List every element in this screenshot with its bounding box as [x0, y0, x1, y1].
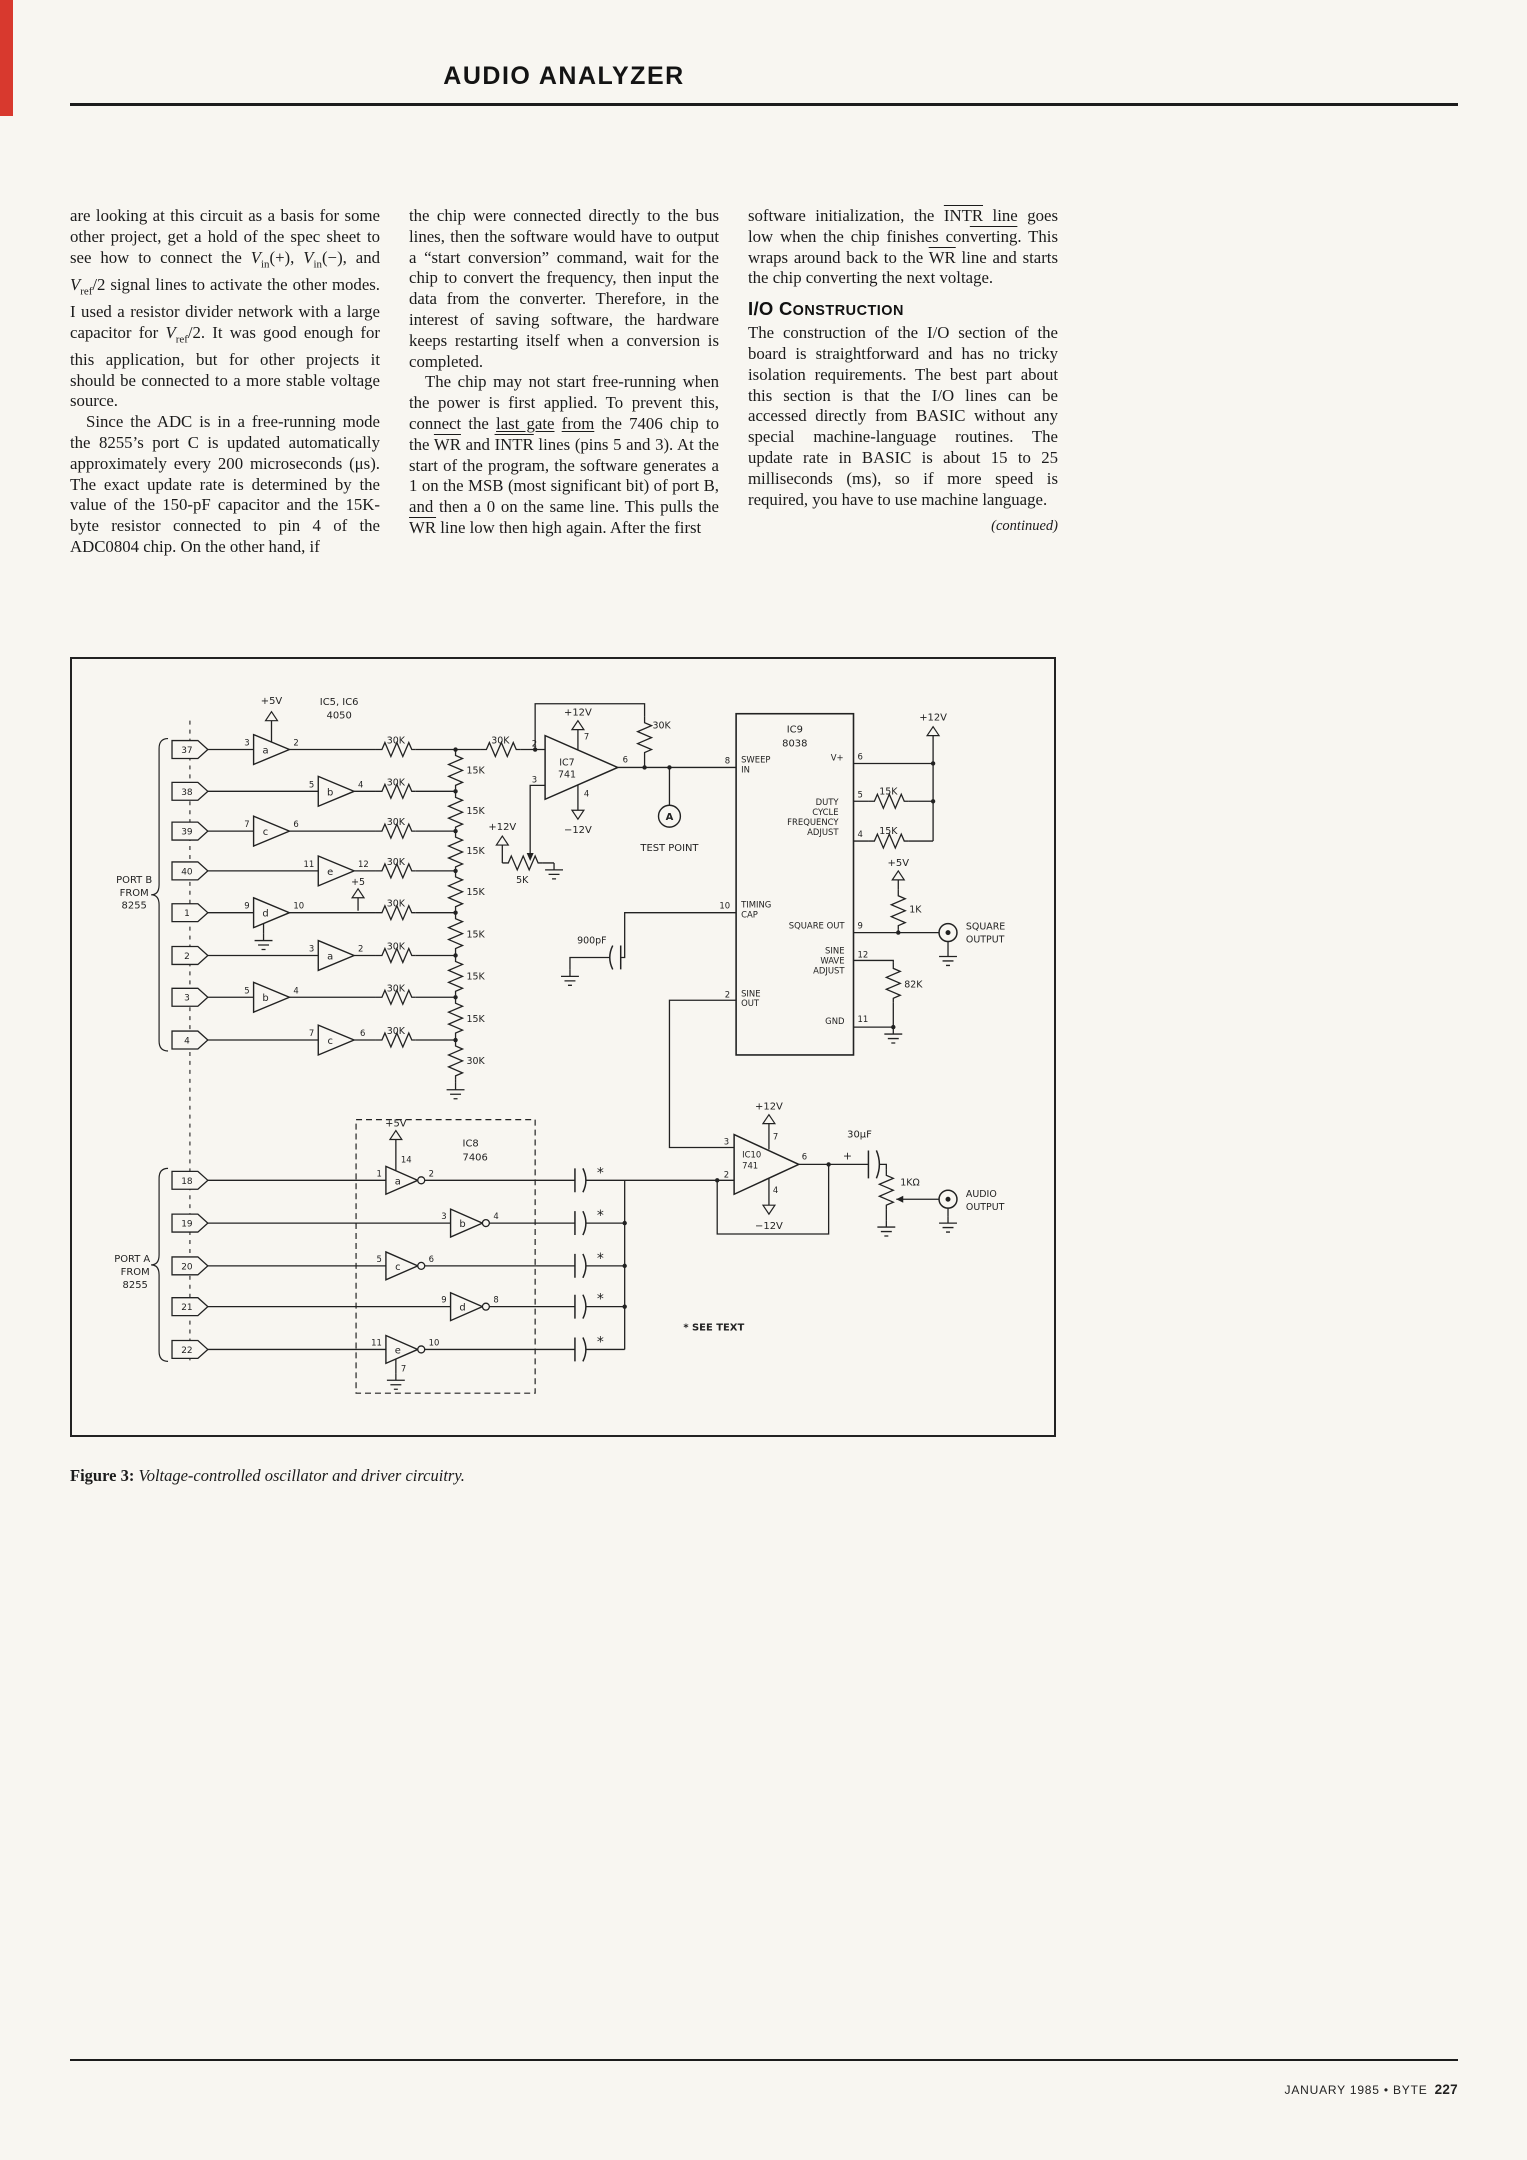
buffer-icon [254, 898, 290, 928]
schematic-label: 9 [441, 1294, 447, 1305]
schematic-label: 5 [244, 985, 250, 996]
schematic-label: * [596, 1334, 604, 1351]
text-column-3 [748, 206, 1058, 558]
resistor-icon [449, 831, 463, 871]
schematic-label: +12V [564, 707, 592, 719]
schematic-label: 5K [516, 874, 529, 886]
plus12v-icon [927, 727, 939, 736]
schematic-label: FROM [119, 887, 149, 899]
schematic-label: AUDIO [965, 1189, 997, 1201]
footer-issue: JANUARY 1985 • BYTE [1284, 2083, 1428, 2097]
minus12v-icon [572, 810, 584, 819]
resistor-icon [886, 962, 900, 1002]
schematic-label: e [394, 1345, 401, 1357]
schematic-label: 8 [724, 755, 731, 766]
schematic-label: 2 [531, 738, 538, 749]
buffer-icon [254, 982, 290, 1012]
schematic-label: SQUARE OUT [788, 920, 845, 931]
port-b-brace [151, 739, 168, 1051]
schematic-label: d [262, 908, 269, 920]
schematic-label: 4 [493, 1211, 499, 1222]
schematic-label: a [327, 951, 334, 963]
schematic-label: GND [825, 1016, 845, 1027]
page-footer [1285, 2082, 1458, 2097]
buffer-icon [318, 776, 354, 806]
schematic-label: +5V [260, 695, 283, 707]
schematic-label: 1 [184, 909, 190, 920]
schematic-label: 741 [742, 1160, 759, 1171]
schematic-label: 2 [358, 943, 364, 954]
schematic-label: 15K [466, 806, 485, 818]
schematic-label: 4 [857, 829, 863, 840]
schematic-label: A [665, 812, 674, 824]
schematic-label: * SEE TEXT [683, 1322, 745, 1334]
schematic-label: 8255 [122, 1279, 148, 1291]
schematic-label: 21 [181, 1303, 193, 1314]
resistor-icon [449, 871, 463, 911]
resistor-icon [449, 913, 463, 953]
footer-page-number: 227 [1434, 2082, 1458, 2097]
opamp-ic7-741 [545, 736, 618, 800]
schematic-label: 10 [293, 900, 305, 911]
schematic-label: 7 [400, 1363, 407, 1374]
continued-note: (continued) [991, 518, 1058, 535]
schematic-label: 30K [386, 898, 405, 910]
inverter-icon [386, 1252, 425, 1280]
schematic-label: 15K [466, 971, 485, 983]
article-body [70, 206, 1058, 558]
schematic-label: +5V [887, 857, 909, 869]
schematic-label: 22 [181, 1345, 193, 1356]
schematic-label: 30K [386, 856, 405, 868]
schematic-label: 7 [308, 1028, 315, 1039]
schematic-label: 3 [308, 943, 315, 954]
plus12v-icon [763, 1115, 775, 1124]
schematic-label: 30μF [847, 1129, 872, 1141]
audio-output-jack [939, 1190, 957, 1208]
ground-icon [255, 934, 273, 950]
schematic-label: 19 [181, 1219, 193, 1230]
schematic-label: 7 [772, 1131, 779, 1142]
schematic-label: 12 [358, 858, 369, 869]
buffer-icon [254, 816, 290, 846]
schematic-label: 30K [386, 735, 405, 747]
schematic-label: CAP [741, 909, 758, 920]
schematic-label: 6 [857, 751, 863, 762]
schematic-label: 3 [531, 774, 538, 785]
resistor-icon [449, 791, 463, 831]
schematic-label: 39 [181, 827, 193, 838]
resistor-icon [891, 890, 905, 930]
schematic-label: IC7 [559, 757, 575, 769]
schematic-label: * [596, 1208, 604, 1225]
schematic-label: +12V [488, 822, 517, 834]
schematic-label: 8255 [121, 900, 147, 912]
schematic-label: 37 [181, 746, 193, 757]
schematic-label: 2 [428, 1168, 435, 1179]
schematic-label: 30K [652, 720, 671, 732]
figure-caption-text: Voltage-controlled oscillator and driver circuitry. [138, 1466, 465, 1485]
inverter-icon [386, 1166, 425, 1194]
schematic-label: TIMING [741, 899, 772, 910]
plus5-icon [352, 889, 364, 898]
buffer-icon [318, 1025, 354, 1055]
schematic-label: 3 [441, 1211, 447, 1222]
schematic-label: 12 [857, 949, 869, 960]
schematic-label: 11 [371, 1337, 382, 1348]
schematic-label: 6 [360, 1028, 366, 1039]
schematic-label: FREQUENCY [787, 817, 839, 828]
schematic-label: e [327, 866, 334, 878]
inverter-icon [451, 1293, 490, 1321]
schematic-label: 30K [386, 983, 405, 995]
schematic-label: 7 [583, 731, 590, 742]
minus12v-icon [763, 1205, 775, 1214]
schematic-label: 20 [181, 1262, 193, 1273]
schematic-label: 2 [723, 1169, 730, 1180]
schematic-label: 82K [904, 979, 923, 991]
text-column-1 [70, 206, 380, 558]
schematic-svg [72, 659, 1054, 1435]
schematic-label: a [394, 1176, 401, 1188]
schematic-label: 30K [386, 1026, 405, 1038]
schematic-label: PORT B [116, 874, 153, 886]
text-column-2 [409, 206, 719, 558]
inverter-icon [451, 1209, 490, 1237]
schematic-label: 5 [857, 789, 863, 800]
schematic-label: OUTPUT [965, 1202, 1005, 1214]
schematic-labels [114, 696, 1005, 1374]
schematic-label: 10 [719, 900, 731, 911]
schematic-label: 11 [303, 858, 315, 869]
schematic-label: b [262, 993, 269, 1005]
schematic-label: 900pF [577, 935, 607, 947]
schematic-label: 40 [181, 867, 193, 878]
ground-icon [387, 1373, 405, 1389]
plus5v-icon [892, 871, 904, 880]
schematic-label: 2 [184, 951, 190, 962]
schematic-label: IN [741, 764, 750, 775]
resistor-icon [449, 1040, 463, 1080]
schematic-label: +5V [385, 1118, 407, 1130]
schematic-label: IC5, IC6 [319, 696, 359, 708]
schematic-label: 5 [308, 779, 315, 790]
schematic-label: 4050 [326, 710, 352, 722]
schematic-label: 15K [466, 886, 485, 898]
schematic-label: 4 [358, 779, 364, 790]
schematic-label: 15K [466, 929, 485, 941]
buffer-icon [318, 856, 354, 886]
schematic-label: 7406 [462, 1152, 488, 1164]
schematic-label: DUTY [815, 797, 839, 808]
schematic-label: 1K [909, 904, 922, 916]
ground-icon [877, 1220, 895, 1236]
connector-tag [172, 988, 208, 1006]
potentiometer-1k-icon [879, 1169, 893, 1209]
inverters-ic8-7406 [386, 1166, 489, 1363]
resistor-icon [449, 955, 463, 995]
footer-rule [70, 2059, 1458, 2061]
square-output-jack [939, 924, 957, 942]
connector-tag [172, 904, 208, 922]
schematic-label: OUT [741, 998, 760, 1009]
paragraph: software initialization, the INTR line goes low when the chip finishes converting. This wraps around back to the $\overline{WR}$ line and starts the chip converting the next voltage. [748, 206, 1058, 288]
schematic-label: TEST POINT [640, 843, 699, 855]
schematic-label: PORT A [114, 1253, 151, 1265]
schematic-label: SINE [825, 945, 845, 956]
header-rule [70, 103, 1458, 106]
schematic-label: 2 [724, 989, 731, 1000]
schematic-label: +12V [919, 712, 947, 724]
schematic-label: 4 [583, 788, 590, 799]
schematic-label: 14 [400, 1154, 412, 1165]
schematic-label: IC8 [462, 1138, 479, 1150]
schematic-label: IC9 [786, 724, 803, 736]
schematic-label: +12V [755, 1101, 783, 1113]
schematic-label: 11 [857, 1014, 869, 1025]
schematic-label: 10 [428, 1337, 440, 1348]
schematic-label: 30K [466, 1055, 485, 1067]
schematic-label: WAVE [820, 955, 845, 966]
ground-icon [447, 1083, 465, 1099]
schematic-label: 30K [386, 817, 405, 829]
schematic-label: 741 [557, 769, 576, 781]
schematic-label: OUTPUT [965, 934, 1005, 946]
plus12v-icon [496, 836, 508, 845]
schematic-label: 4 [293, 985, 299, 996]
schematic-label: 3 [244, 737, 250, 748]
schematic-label: 6 [801, 1151, 808, 1162]
feedback-resistor-icon [638, 717, 652, 757]
figure-3-schematic [70, 657, 1056, 1437]
ic8-dashed-outline [356, 1120, 535, 1394]
schematic-label: a [262, 745, 269, 757]
schematic-label: c [327, 1036, 333, 1048]
paragraph: The construction of the I/O section of the board is straightforward and has no tricky isolation requirements. The best part about this section is that the I/O lines can be accessed directly from BASIC without any special machine-language routines. The update rate in BASIC is about 15 to 25 milliseconds (ms), so if more speed is required, you have to use machine language. [748, 323, 1058, 509]
plus5v-icon [390, 1131, 402, 1140]
schematic-label: 5 [376, 1253, 382, 1264]
schematic-label: 9 [857, 920, 863, 931]
schematic-label: 6 [622, 754, 629, 765]
schematic-label: ADJUST [813, 965, 845, 976]
schematic-label: IC10 [742, 1149, 762, 1160]
schematic-label: 15K [879, 826, 898, 838]
schematic-label: V+ [830, 752, 844, 763]
schematic-label: b [459, 1219, 466, 1231]
potentiometer-5k-icon [502, 856, 542, 870]
schematic-label: 8038 [782, 738, 808, 750]
port-a-brace [151, 1168, 168, 1361]
ground-icon [939, 950, 957, 966]
section-heading: I/O CONSTRUCTION [748, 298, 904, 320]
page-edge-marker [0, 0, 13, 116]
ground-icon [939, 1216, 957, 1232]
schematic-label: * [596, 1291, 604, 1308]
paragraph: are looking at this circuit as a basis for some other project, get a hold of the spec sheet to see how to connect the $V_{in}(+)$, $V_{in}(-)$, and $V_{ref}/2$ signal lines to activate the other modes. I used a resistor divider network with a large capacitor for $V_{ref}/2$. It was good enough for this application, but for other projects it should be connected to a more stable voltage source. [70, 206, 381, 411]
schematic-label: 1KΩ [900, 1177, 920, 1189]
schematic-label: 1 [376, 1168, 382, 1179]
schematic-label: 15K [466, 845, 485, 857]
schematic-label: ADJUST [807, 827, 839, 838]
connector-tag [172, 1031, 208, 1049]
schematic-label: 4 [184, 1036, 190, 1047]
paragraph: Since the ADC is in a free-running mode the 8255’s port C is updated automatically approximately every 200 microseconds (μs). The exact update rate is determined by the value of the 150-pF capacitor and the 15K-byte resistor connected to pin 4 of the ADC0804 chip. On the other hand, if [70, 412, 380, 557]
resistor-icon [449, 750, 463, 790]
schematic-label: * [596, 1250, 604, 1267]
schematic-label: 2 [293, 737, 299, 748]
schematic-label: b [327, 787, 334, 799]
paragraph: the chip were connected directly to the bus lines, then the software would have to output a “start conversion” command, wait for the chip to convert the frequency, then input the data from the converter. Therefore, in the interest of saving software, the hardware keeps restarting itself when a conversion is completed. [409, 206, 719, 371]
junction-dots [453, 747, 935, 1309]
ground-icon [545, 863, 563, 879]
schematic-label: FROM [120, 1266, 150, 1278]
schematic-label: 15K [466, 765, 485, 777]
schematic-label: 30K [386, 941, 405, 953]
schematic-label: 38 [181, 787, 193, 798]
schematic-label: 30K [491, 735, 510, 747]
schematic-label: * [596, 1165, 604, 1182]
schematic-label: + [842, 1149, 853, 1163]
schematic-label: CYCLE [812, 807, 839, 818]
schematic-label: c [262, 827, 269, 839]
plus12v-icon [572, 721, 584, 730]
figure-caption [70, 1466, 1058, 1486]
schematic-label: 8 [493, 1294, 499, 1305]
schematic-label: c [395, 1261, 401, 1273]
schematic-label: 3 [184, 993, 190, 1004]
paragraph: The chip may not start free-running when the power is first applied. To prevent this, connect the last gate from the 7406 chip to the $\overline{WR}$ and INTR lines (pins 5 and 3). At the start of the program, the software generates a 1 on the MSB (most significant bit) of port B, and then a 0 on the same line. This pulls the $\overline{WR}$ line low then high again. After the first [409, 372, 720, 537]
schematic-label: −12V [564, 825, 592, 837]
ground-icon [884, 1027, 902, 1043]
schematic-label: 30K [386, 777, 405, 789]
article-title: AUDIO ANALYZER [443, 62, 685, 90]
plus5v-icon [266, 712, 278, 721]
schematic-label: 6 [428, 1253, 435, 1264]
schematic-label: +5 [351, 876, 366, 888]
schematic-label: 9 [244, 900, 250, 911]
schematic-label: d [459, 1302, 466, 1314]
schematic-label: SWEEP [741, 754, 771, 765]
schematic-label: 4 [772, 1185, 779, 1196]
schematic-label: −12V [755, 1221, 783, 1233]
inverter-icon [386, 1336, 425, 1364]
schematic-label: SINE [741, 988, 761, 999]
schematic-label: SQUARE [965, 921, 1006, 933]
schematic-label: 15K [879, 786, 898, 798]
ground-icon [561, 969, 579, 985]
schematic-label: 3 [723, 1136, 730, 1147]
schematic-label: 6 [293, 819, 299, 830]
schematic-label: 15K [466, 1014, 485, 1026]
resistor-icon [449, 997, 463, 1037]
buffers-ic5-ic6-4050 [254, 735, 354, 1055]
schematic-label: 7 [244, 819, 250, 830]
buffer-icon [318, 941, 354, 971]
schematic-label: 18 [181, 1176, 193, 1187]
figure-caption-label: Figure 3: [70, 1466, 135, 1485]
connector-tag [172, 947, 208, 965]
